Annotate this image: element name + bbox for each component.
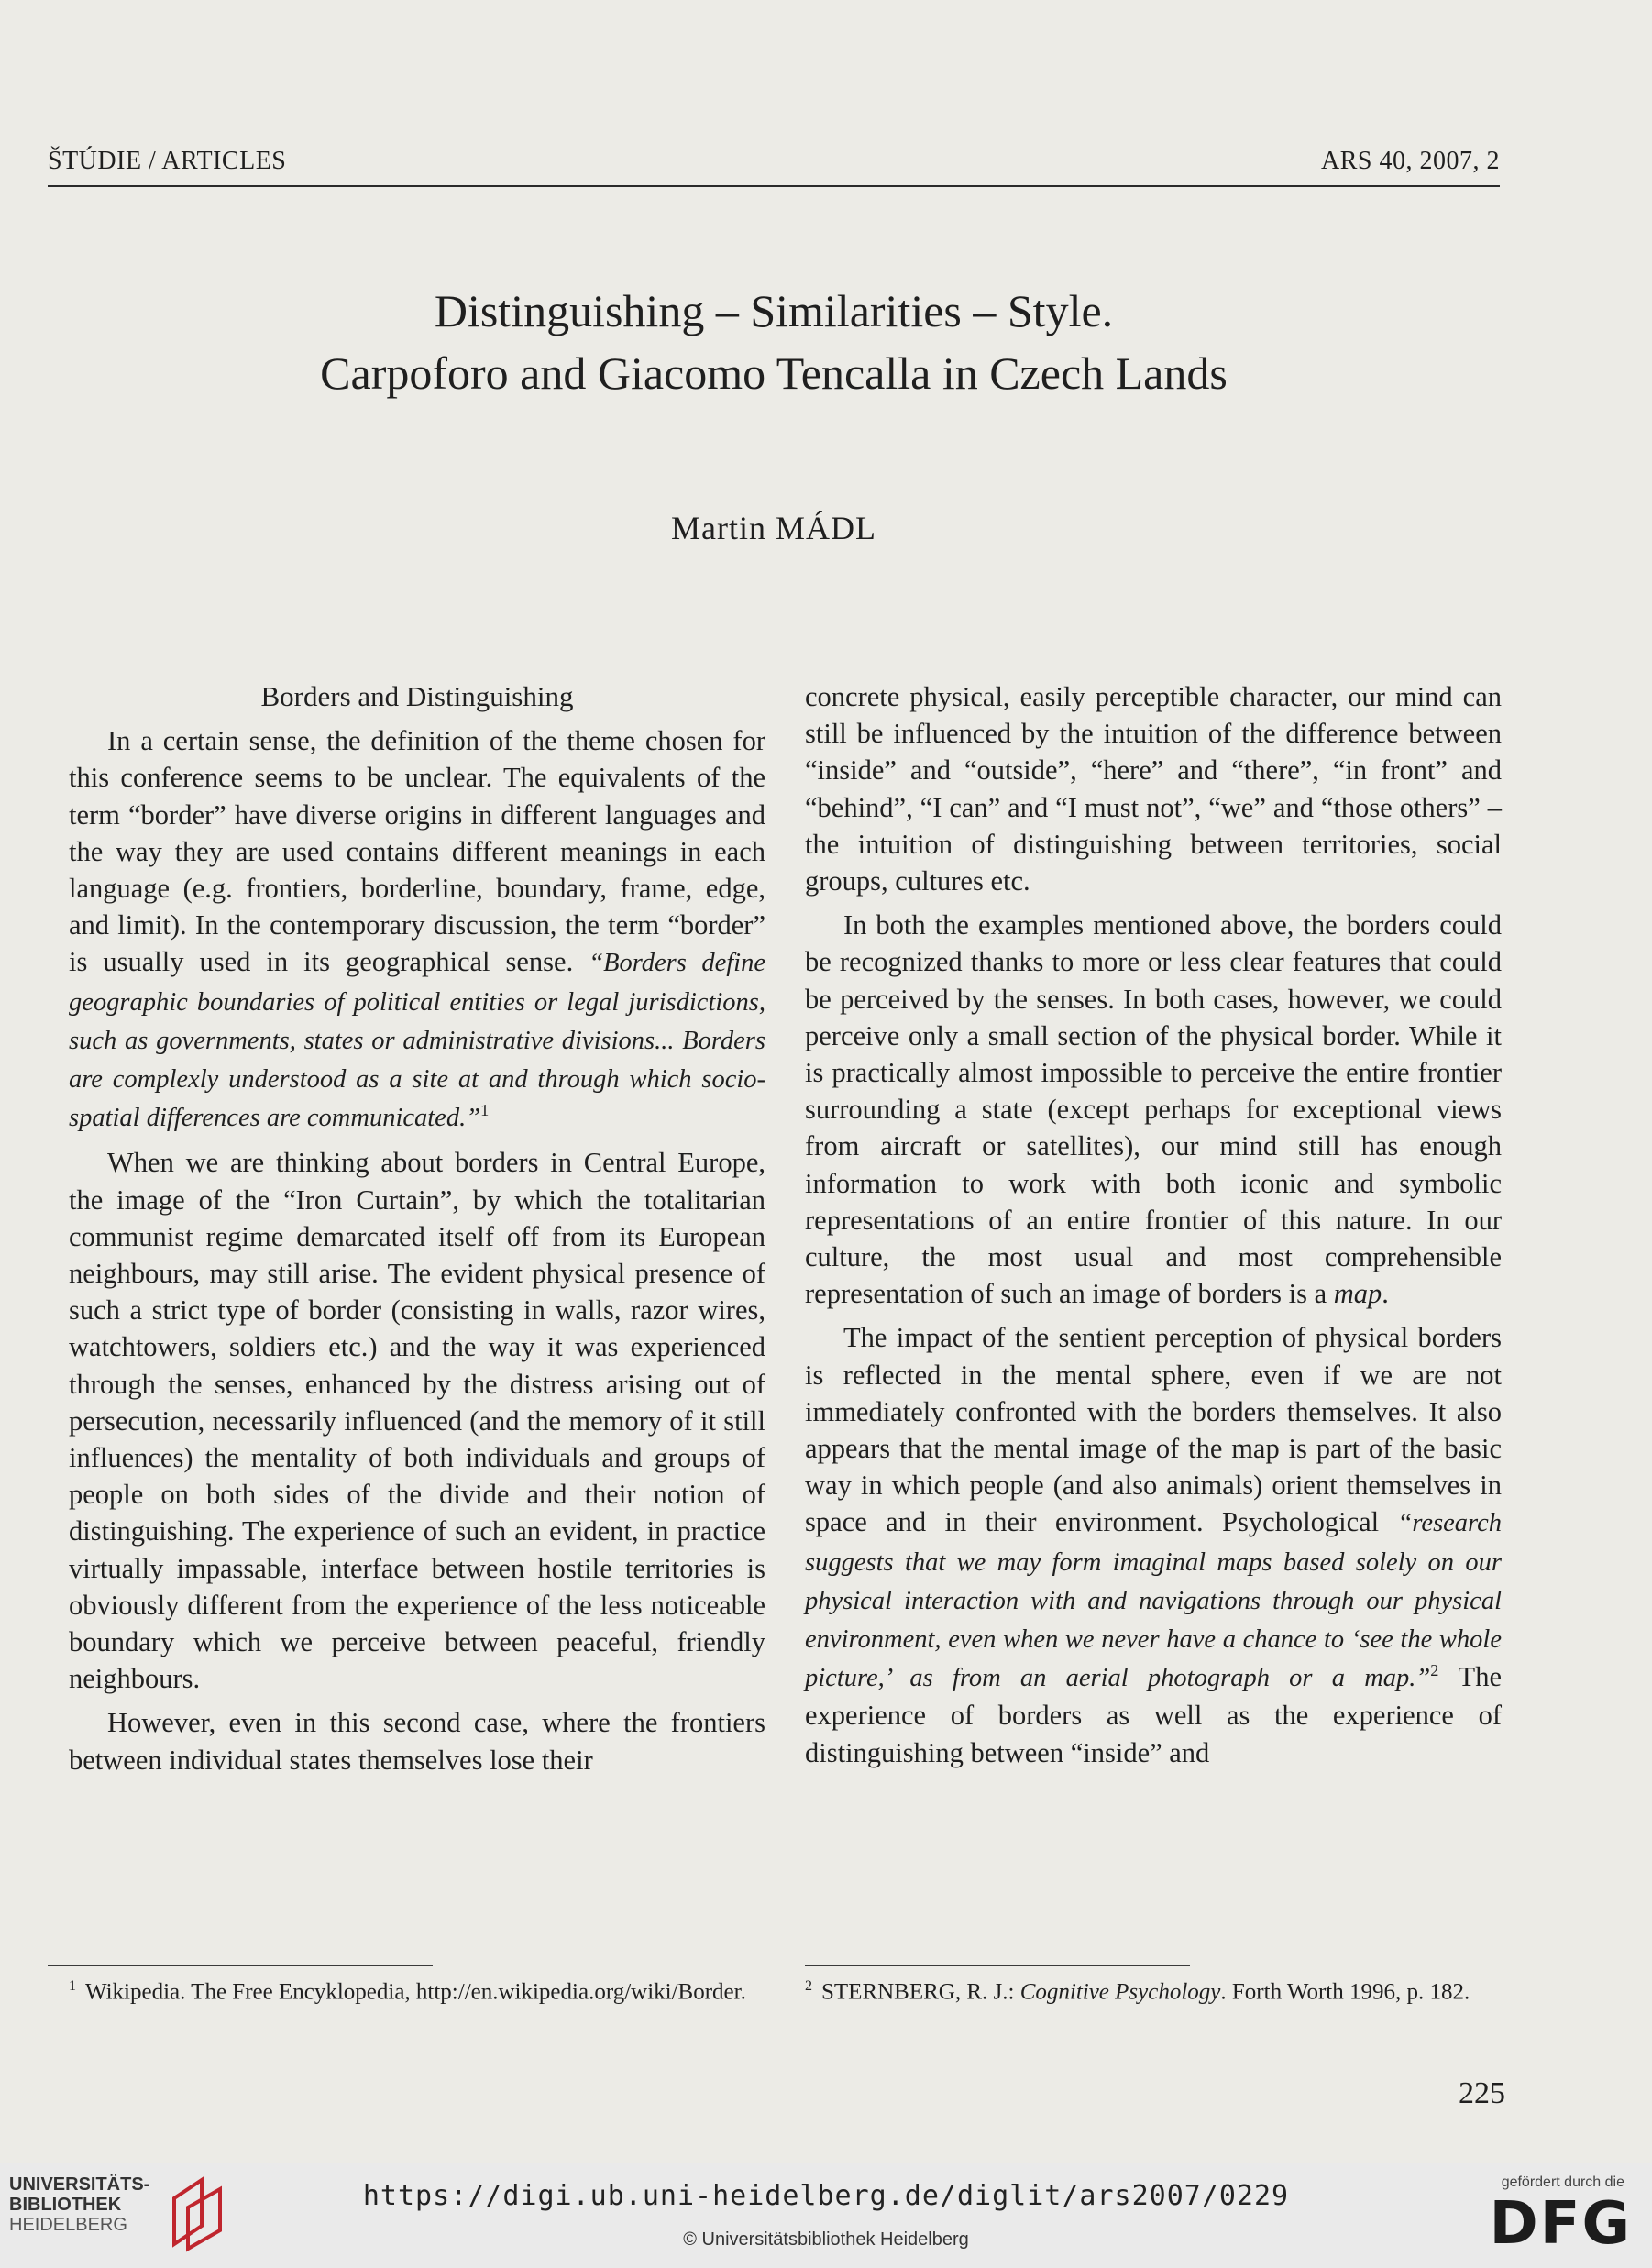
author-name: Martin MÁDL	[671, 510, 876, 546]
permalink-url[interactable]: https://digi.ub.uni-heidelberg.de/diglit/ars2007/0229	[362, 2180, 1290, 2212]
paragraph: The impact of the sentient perception of physical borders is reflected in the mental sphere, even if we are not immediately confronted with the borders themselves. It also appears that the mental image of the map is part of the basic way in which people (and also animals) orient themselves in space and in their environment. Psychological “research suggests that we may form imaginal maps based solely on our physical interaction with and navigations through our physical environment, even when we never have a chance to ‘see the whole picture,’ as from an aerial photograph or a map.”$^2$ The experience of borders as well as the experience of distinguishing between “inside” and	[805, 1322, 1502, 1768]
copyright-notice: © Universitätsbibliothek Heidelberg	[683, 2229, 969, 2250]
footnote-rule	[48, 1965, 433, 1966]
paragraph: However, even in this second case, where the frontiers between individual states themselves lose their	[69, 1707, 765, 1776]
footnote-ref[interactable]: 2	[1430, 1661, 1439, 1680]
emphasis: map	[1333, 1278, 1382, 1310]
running-head	[48, 147, 1500, 183]
title-line-2: Carpoforo and Giacomo Tencalla in Czech Lands	[320, 347, 1228, 399]
digitization-footer	[0, 2163, 1652, 2268]
library-name-line-3: HEIDELBERG	[9, 2215, 127, 2235]
paragraph: In both the examples mentioned above, the borders could be recognized thanks to more or less clear features that could be perceived by the senses. In both cases, however, we could perceive only a small section of the physical border. While it is practically almost impossible to perceive the entire frontier surrounding a state (except perhaps for exceptional views from aircraft or satellites), our mind still has enough information to work with both iconic and symbolic representations of an entire frontier of this nature. In our culture, the most usual and most comprehensible representation of such an image of borders is a map.	[805, 909, 1502, 1310]
right-column	[805, 678, 1502, 1771]
footnote-2: $^2$ STERNBERG, R. J.: Cognitive Psychology. Forth Worth 1996, p. 182.	[805, 1978, 1470, 2005]
footnote-mark: 2	[805, 1978, 812, 1994]
footnote-text: Wikipedia. The Free Encyklopedia, http://en.wikipedia.org/wiki/Border.	[85, 1979, 746, 2005]
footnote-ref[interactable]: 1	[480, 1101, 490, 1120]
book-title: Cognitive Psychology	[1019, 1979, 1221, 2005]
footnote-mark: 1	[69, 1978, 76, 1994]
dfg-logo[interactable]: DFG	[1489, 2190, 1632, 2258]
header-rule	[48, 185, 1500, 187]
block-quote: “Borders define geographic boundaries of political entities or legal jurisdictions, such as governments, states or administrative divisions... Borders are complexly understood as a site at and through which socio-spatial differences are communicated.”	[69, 949, 765, 1133]
article-title	[48, 280, 1500, 404]
title-line-1: Distinguishing – Similarities – Style.	[434, 285, 1114, 336]
library-name-line-2: BIBLIOTHEK	[9, 2195, 122, 2215]
running-head-section: ŠTÚDIE / ARTICLES	[48, 147, 287, 175]
paragraph: When we are thinking about borders in Central Europe, the image of the “Iron Curtain”, by which the totalitarian communist regime demarcated itself off from its European neighbours, may still arise. The evident physical presence of such a strict type of border (consisting in walls, razor wires, watchtowers, soldiers etc.) and the way it was experienced through the senses, enhanced by the distress arising out of persecution, necessarily influenced (and the memory of it still influences) the mentality of both individuals and groups of people on both sides of the divide and their notion of distinguishing. The experience of such an evident, in practice virtually impassable, interface between hostile territories is obviously different from the experience of the less noticeable boundary which we perceive between peaceful, friendly neighbours.	[69, 1147, 765, 1695]
library-name-line-1: UNIVERSITÄTS-	[9, 2174, 150, 2195]
paragraph: In a certain sense, the definition of the theme chosen for this conference seems to be unclear. The equivalents of the term “border” have diverse origins in different languages and the way they are used contains different meanings in each language (e.g. frontiers, borderline, boundary, frame, edge, and limit). In the contemporary discussion, the term “border” is usually used in its geographical sense. “Borders define geographic boundaries of political entities or legal jurisdictions, such as governments, states or administrative divisions... Borders are complexly understood as a site at and through which socio-spatial differences are communicated.”$^1$	[69, 725, 765, 1133]
section-heading: Borders and Distinguishing	[260, 680, 574, 712]
funding-label: gefördert durch die	[1501, 2174, 1624, 2190]
footnote-rule	[805, 1965, 1190, 1966]
paragraph: concrete physical, easily perceptible character, our mind can still be influenced by the intuition of the difference between “inside” and “outside”, “here” and “there”, “in front” and “behind”, “I can” and “I must not”, “we” and “those others” – the intuition of distinguishing between territories, social groups, cultures etc.	[805, 681, 1502, 897]
block-quote: “research suggests that we may form imaginal maps based solely on our physical interaction with and navigations through our physical environment, even when we never have a chance to ‘see the whole picture,’ as from an aerial photograph or a map.”	[805, 1509, 1502, 1693]
page-number: 225	[1459, 2076, 1505, 2110]
footnote-1	[69, 1971, 765, 2007]
running-head-journal: ARS 40, 2007, 2	[1321, 147, 1500, 175]
left-column	[69, 678, 765, 1778]
